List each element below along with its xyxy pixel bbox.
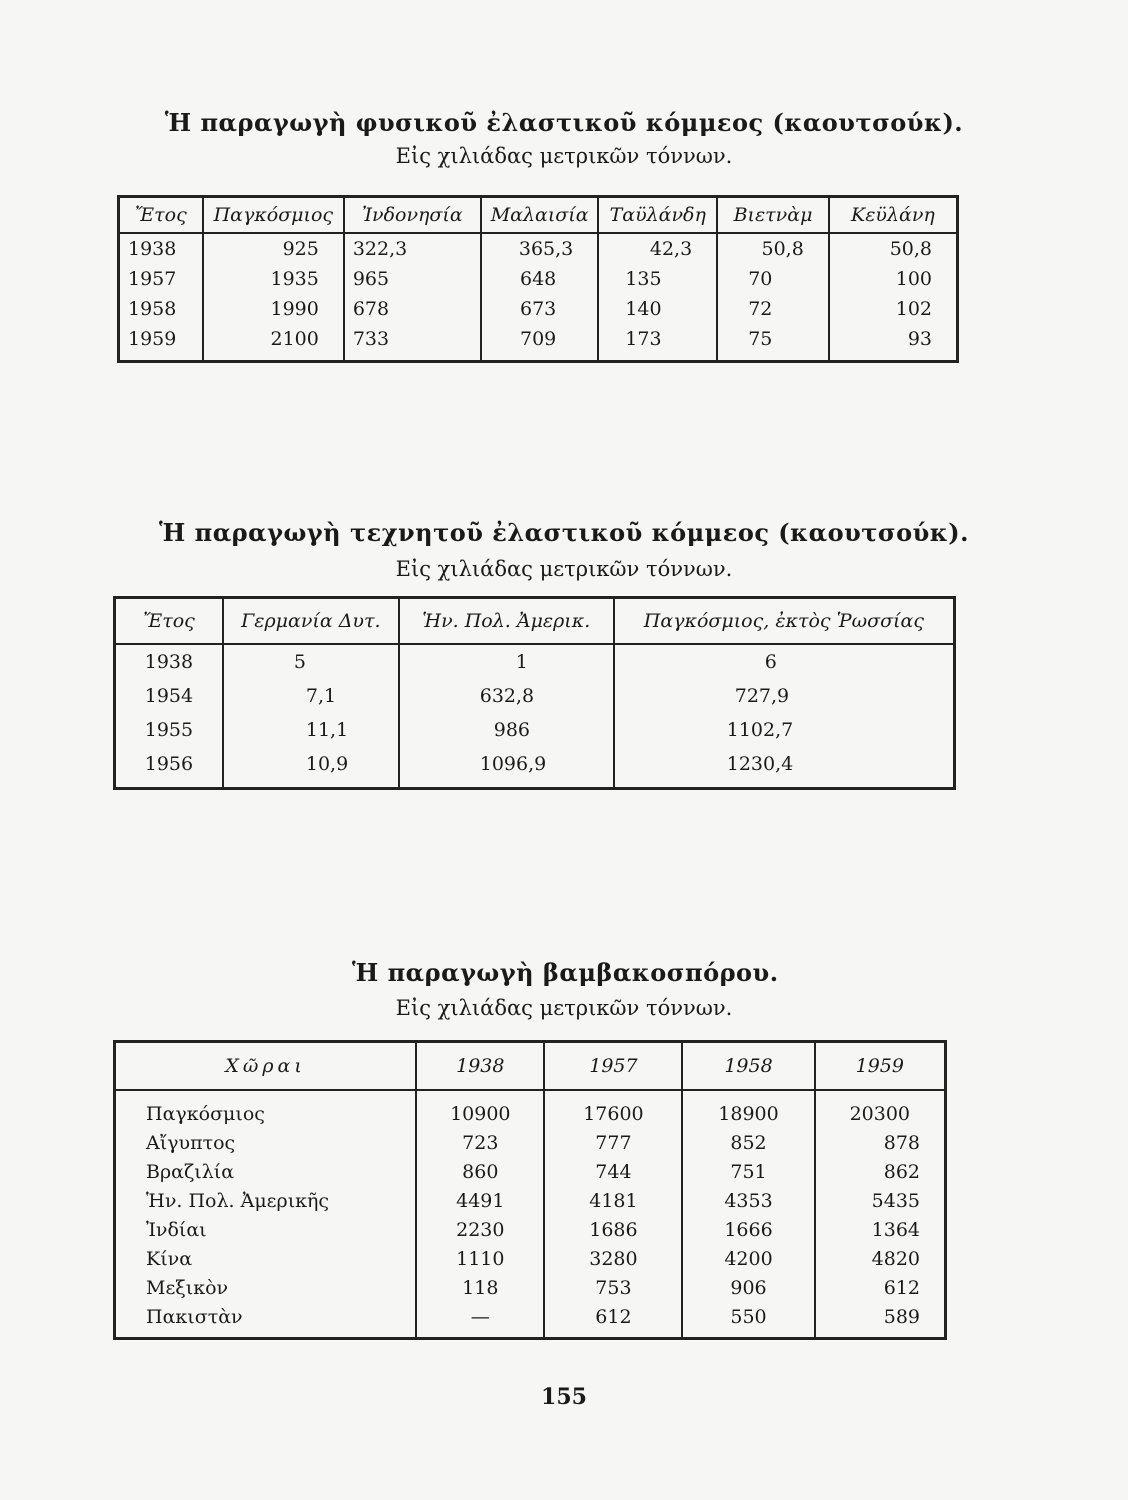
table-cell: 1956 [115,747,223,789]
table-cell: 18900 [682,1090,814,1128]
table-cell: 50,8 [717,233,829,264]
table-cell: 1102,7 [614,713,955,747]
table-cell: 589 [815,1302,946,1339]
table-cell: Κίνα [115,1244,417,1273]
table-cell: 93 [829,324,958,362]
table-cell: 1957 [119,264,203,294]
table-cell: 1959 [119,324,203,362]
table-cell: 365,3 [481,233,598,264]
column-header: Βιετνὰμ [717,197,829,234]
column-header: Κεϋλάνη [829,197,958,234]
table-cell: 322,3 [344,233,481,264]
section-3-title: Ἡ παραγωγὴ βαμβακοσπόρου. [352,958,779,987]
page-number: 155 [541,1384,587,1410]
table-cell: 1938 [119,233,203,264]
table-cell: 612 [815,1273,946,1302]
table-cell: Αἴγυπτος [115,1128,417,1157]
table-cell: 4353 [682,1186,814,1215]
table-cell: 1230,4 [614,747,955,789]
table-cell: 1958 [119,294,203,324]
table-cell: 10,9 [223,747,399,789]
table-cell: 100 [829,264,958,294]
table-cell: 673 [481,294,598,324]
column-header: Ἔτος [119,197,203,234]
column-header: Ἡν. Πολ. Ἀμερικ. [399,598,614,645]
table-cell: 632,8 [399,679,614,713]
column-header: Ἔτος [115,598,223,645]
table-row [115,1302,946,1339]
column-header: Παγκόσμιος, ἐκτὸς Ῥωσσίας [614,598,955,645]
table-cell: 10900 [416,1090,544,1128]
table-header-row [115,598,955,645]
table-cell: 1 [399,644,614,679]
table-cell: 20300 [815,1090,946,1128]
table-cell: Ἡν. Πολ. Ἀμερικῆς [115,1186,417,1215]
table-row [115,713,955,747]
table-cell: 1096,9 [399,747,614,789]
table-cell: 3280 [544,1244,682,1273]
table-row [119,233,958,264]
table-row [115,1273,946,1302]
table-cell: 11,1 [223,713,399,747]
table-cell: 5435 [815,1186,946,1215]
column-header: Ταϋλάνδη [598,197,717,234]
table-cell: 4491 [416,1186,544,1215]
table-cell: 135 [598,264,717,294]
table-cell: Παγκόσμιος [115,1090,417,1128]
section-3-subtitle: Εἰς χιλιάδας μετρικῶν τόννων. [395,996,733,1020]
table-cell: 777 [544,1128,682,1157]
table-cell: 2230 [416,1215,544,1244]
table-cell: 2100 [203,324,344,362]
table-cell: 1955 [115,713,223,747]
table-cell: 4200 [682,1244,814,1273]
table-cell: 70 [717,264,829,294]
synthetic-rubber-table [113,596,956,790]
table-cell: 1935 [203,264,344,294]
table-cell: 727,9 [614,679,955,713]
table-row [119,324,958,362]
table-cell: 852 [682,1128,814,1157]
table-cell: 75 [717,324,829,362]
table-cell: 1110 [416,1244,544,1273]
table-cell: 5 [223,644,399,679]
table-cell: 751 [682,1157,814,1186]
table-row [115,1157,946,1186]
table-cell: 648 [481,264,598,294]
table-cell: 7,1 [223,679,399,713]
table-row [115,1244,946,1273]
column-header: Γερμανία Δυτ. [223,598,399,645]
table-cell: 709 [481,324,598,362]
table-row [119,294,958,324]
column-header: 1957 [544,1042,682,1091]
section-2-subtitle: Εἰς χιλιάδας μετρικῶν τόννων. [395,557,733,581]
table-cell: 1990 [203,294,344,324]
table-cell: 72 [717,294,829,324]
column-header: Χῶραι [115,1042,417,1091]
section-1-title: Ἡ παραγωγὴ φυσικοῦ ἐλαστικοῦ κόμμεος (καουτσούκ). [164,108,964,137]
table-cell: 173 [598,324,717,362]
table-cell: 42,3 [598,233,717,264]
table-cell: Μεξικὸν [115,1273,417,1302]
table-header-row [115,1042,946,1091]
table-row [115,679,955,713]
table-cell: 6 [614,644,955,679]
table-cell: 1954 [115,679,223,713]
table-cell: 678 [344,294,481,324]
table-row [115,747,955,789]
table-cell: 860 [416,1157,544,1186]
table-row [115,1090,946,1128]
table-cell: 986 [399,713,614,747]
section-1-subtitle: Εἰς χιλιάδας μετρικῶν τόννων. [395,144,733,168]
table-cell: 1666 [682,1215,814,1244]
table-cell: 753 [544,1273,682,1302]
table-cell: 723 [416,1128,544,1157]
column-header: Ἰνδονησία [344,197,481,234]
table-cell: Βραζιλία [115,1157,417,1186]
table-cell: 862 [815,1157,946,1186]
table-cell: — [416,1302,544,1339]
table-header-row [119,197,958,234]
table-cell: 733 [344,324,481,362]
table-cell: 965 [344,264,481,294]
table-cell: 1364 [815,1215,946,1244]
table-cell: 906 [682,1273,814,1302]
table-cell: 118 [416,1273,544,1302]
table-row [119,264,958,294]
table-cell: 4181 [544,1186,682,1215]
table-cell: 50,8 [829,233,958,264]
column-header: 1938 [416,1042,544,1091]
table-cell: 612 [544,1302,682,1339]
table-cell: 102 [829,294,958,324]
table-cell: 878 [815,1128,946,1157]
table-row [115,1186,946,1215]
table-row [115,644,955,679]
table-cell: 744 [544,1157,682,1186]
table-cell: 140 [598,294,717,324]
column-header: Παγκόσμιος [203,197,344,234]
table-cell: 4820 [815,1244,946,1273]
section-2-title: Ἡ παραγωγὴ τεχνητοῦ ἐλαστικοῦ κόμμεος (καουτσούκ). [159,518,969,547]
table-cell: 925 [203,233,344,264]
table-row [115,1215,946,1244]
cottonseed-table [113,1040,947,1340]
table-cell: 550 [682,1302,814,1339]
column-header: 1958 [682,1042,814,1091]
table-cell: 1938 [115,644,223,679]
table-cell: 1686 [544,1215,682,1244]
column-header: 1959 [815,1042,946,1091]
column-header: Μαλαισία [481,197,598,234]
table-cell: 17600 [544,1090,682,1128]
table-cell: Ἰνδίαι [115,1215,417,1244]
table-row [115,1128,946,1157]
table-cell: Πακιστὰν [115,1302,417,1339]
natural-rubber-table [117,195,959,363]
